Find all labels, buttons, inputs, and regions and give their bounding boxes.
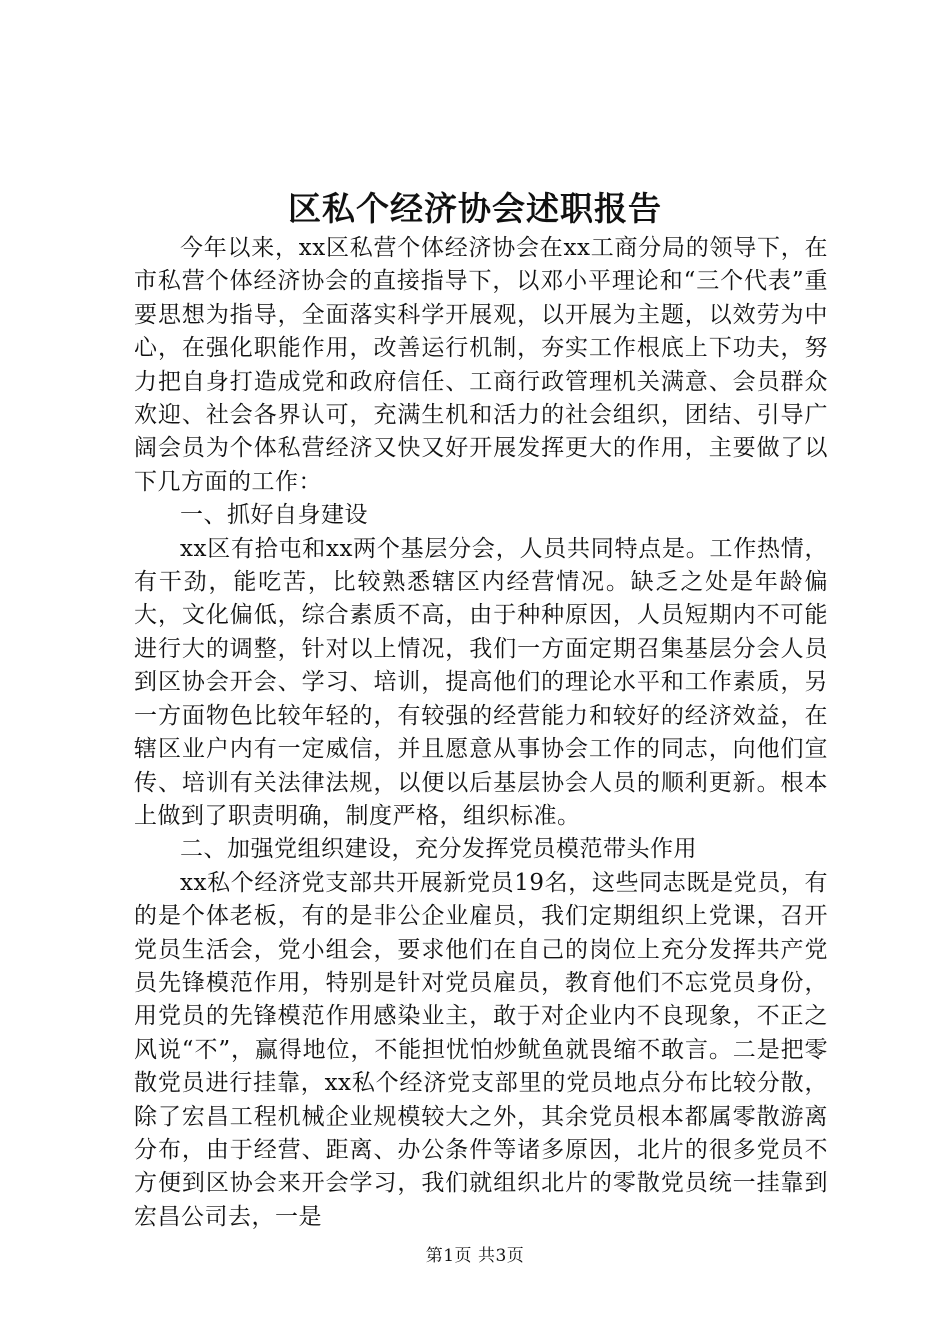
- page-title: 区私个经济协会述职报告: [288, 189, 662, 228]
- section-1-paragraph: xx区有拾屯和xx两个基层分会，人员共同特点是。工作热情，有干劲，能吃苦，比较熟悉辖区内经营情况。缺乏之处是年龄偏大，文化偏低，综合素质不高，由于种种原因，人员短期内不可能进行大的调整，针对以上情况，我们一方面定期召集基层分会人员到区协会开会、学习、培训，提高他们的理论水平和工作素质，另一方面物色比较年轻的，有较强的经营能力和较好的经济效益，在辖区业户内有一定威信，并且愿意从事协会工作的同志，向他们宣传、培训有关法律法规，以便以后基层协会人员的顺利更新。根本上做到了职责明确，制度严格，组织标准。: [134, 535, 828, 829]
- intro-paragraph: 今年以来，xx区私营个体经济协会在xx工商分局的领导下，在市私营个体经济协会的直接指导下，以邓小平理论和“三个代表”重要思想为指导，全面落实科学开展观，以开展为主题，以效劳为中心，在强化职能作用，改善运行机制，夯实工作根底上下功夫，努力把自身打造成党和政府信任、工商行政管理机关满意、会员群众欢迎、社会各界认可，充满生机和活力的社会组织，团结、引导广阔会员为个体私营经济又快又好开展发挥更大的作用，主要做了以下几方面的工作：: [134, 235, 828, 495]
- section-heading-2: 二、加强党组织建设，充分发挥党员模范带头作用: [180, 836, 697, 863]
- document-body: [134, 232, 828, 1234]
- section-2-paragraph: xx私个经济党支部共开展新党员19名，这些同志既是党员，有的是个体老板，有的是非公企业雇员，我们定期组织上党课，召开党员生活会，党小组会，要求他们在自己的岗位上充分发挥共产党员先锋模范作用，特别是针对党员雇员，教育他们不忘党员身份，用党员的先锋模范作用感染业主，敢于对企业内不良现象，不正之风说“不”，赢得地位，不能担忧怕炒鱿鱼就畏缩不敢言。二是把零散党员进行挂靠，xx私个经济党支部里的党员地点分布比较分散，除了宏昌工程机械企业规模较大之外，其余党员根本都属零散游离分布，由于经营、距离、办公条件等诸多原因，北片的很多党员不方便到区协会来开会学习，我们就组织北片的零散党员统一挂靠到宏昌公司去，一是: [134, 869, 828, 1230]
- section-heading-1: 一、抓好自身建设: [180, 502, 368, 529]
- page-footer: 第1页 共3页: [425, 1246, 525, 1266]
